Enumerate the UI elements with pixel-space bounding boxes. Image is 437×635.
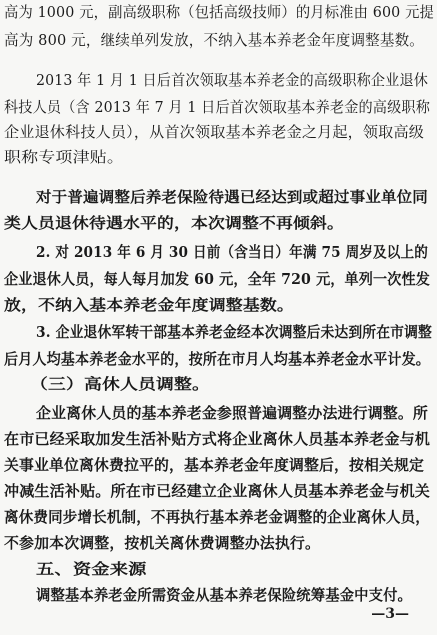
text-line: 调整基本养老金所需资金从基本养老保险统筹基金中支付。 <box>36 587 412 604</box>
text-line: 2. 对 2013 年 6 月 30 日前（含当日）年满 75 周岁及以上的 <box>36 244 428 261</box>
text-line: 不参加本次调整，按机关离休费调整办法执行。 <box>4 535 320 552</box>
section-heading: （三）高休人员调整。 <box>30 376 210 393</box>
text-line: 放，不纳入基本养老金年度调整基数。 <box>4 297 294 314</box>
text-line: 企业退休科技人员），从首次领取基本养老金之月起，领取高级 <box>4 124 424 141</box>
text-line: 后月人均基本养老金水平的，按所在市月人均基本养老金水平计发。 <box>4 351 430 368</box>
text-line: 类人员退休待遇水平的，本次调整不再倾斜。 <box>4 215 344 232</box>
text-line: 3. 企业退休军转干部基本养老金经本次调整后未达到所在市调整 <box>36 324 432 341</box>
text-line: 科技人员（含 2013 年 7 月 1 日后首次领取基本养老金的高级职称 <box>4 99 430 116</box>
text-line: 对于普遍调整后养老保险待遇已经达到或超过事业单位同 <box>36 189 428 206</box>
text-line: 企业离休人员的基本养老金参照普遍调整办法进行调整。所 <box>36 405 428 422</box>
page-number: —3— <box>371 606 409 622</box>
text-line: 高为 800 元，继续单列发放，不纳入基本养老金年度调整基数。 <box>4 32 424 49</box>
text-line: 在市已经采取加发生活补贴方式将企业离休人员基本养老金与机 <box>4 431 431 448</box>
text-line: 职称专项津贴。 <box>4 149 124 166</box>
text-line: 高为 1000 元，副高级职称（包括高级技师）的月标准由 600 元提 <box>4 4 434 21</box>
text-line: 冲减生活补贴。所在市已经建立企业离休人员基本养老金与机关 <box>4 483 431 500</box>
text-line: 关事业单位离休费拉平的，基本养老金年度调整后，按相关规定 <box>4 457 424 474</box>
text-line: 企业退休人员，每人每月加发 60 元，全年 720 元，单列一次性发 <box>4 271 430 288</box>
text-line: 2013 年 1 月 1 日后首次领取基本养老金的高级职称企业退休 <box>36 72 428 89</box>
section-heading: 五、资金来源 <box>36 561 147 578</box>
text-line: 离休费同步增长机制，不再执行基本养老金调整的企业离休人员， <box>4 509 430 526</box>
